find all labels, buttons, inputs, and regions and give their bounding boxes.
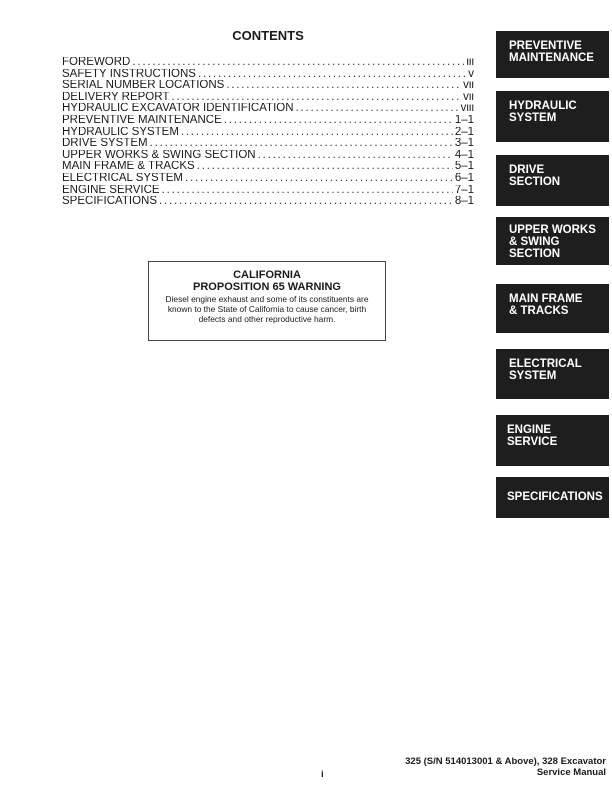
toc-leader-dots <box>162 185 453 197</box>
toc-entry-label: SAFETY INSTRUCTIONS <box>62 68 196 80</box>
toc-entry-electrical-system[interactable] <box>62 173 474 185</box>
toc-entry-hydraulic-system[interactable] <box>62 127 474 139</box>
toc-leader-dots <box>171 92 461 104</box>
toc-leader-dots <box>226 80 461 92</box>
footer-title-line1: 325 (S/N 514013001 & Above), 328 Excavator <box>405 756 606 767</box>
prop65-warning-box <box>148 261 386 341</box>
toc-entry-preventive-maintenance[interactable] <box>62 115 474 127</box>
toc-leader-dots <box>197 161 453 173</box>
toc-entry-page: 2–1 <box>454 126 474 138</box>
toc-entry-page: 3–1 <box>454 138 474 150</box>
toc-entry-label: SPECIFICATIONS <box>62 196 157 208</box>
toc-leader-dots <box>296 103 459 115</box>
toc-entry-page: viii <box>460 103 474 115</box>
tab-label: MAIN FRAME & TRACKS <box>509 293 583 317</box>
toc-leader-dots <box>198 69 466 81</box>
table-of-contents <box>62 57 474 208</box>
toc-leader-dots <box>185 173 453 185</box>
tab-drive-section[interactable] <box>496 155 612 206</box>
toc-leader-dots <box>150 138 453 150</box>
toc-entry-foreword[interactable] <box>62 57 474 69</box>
tab-label: HYDRAULIC SYSTEM <box>509 100 577 124</box>
warning-title-line1: CALIFORNIA <box>233 269 301 281</box>
tab-label: DRIVE SECTION <box>509 164 561 188</box>
toc-leader-dots <box>181 127 453 139</box>
contents-title: CONTENTS <box>232 28 304 43</box>
toc-entry-page: 7–1 <box>454 184 474 196</box>
warning-text: Diesel engine exhaust and some of its constituents are known to the State of California to cause cancer, birth defects and other reproductive harm. <box>165 294 369 324</box>
toc-entry-page: v <box>468 68 474 80</box>
toc-entry-safety-instructions[interactable] <box>62 69 474 81</box>
toc-entry-label: MAIN FRAME & TRACKS <box>62 161 195 173</box>
tab-label: ENGINE SERVICE <box>507 424 558 448</box>
toc-entry-drive-system[interactable] <box>62 138 474 150</box>
tab-electrical-system[interactable] <box>496 349 612 399</box>
toc-entry-engine-service[interactable] <box>62 185 474 197</box>
toc-entry-delivery-report[interactable] <box>62 92 474 104</box>
toc-entry-label: SERIAL NUMBER LOCATIONS <box>62 80 225 92</box>
toc-entry-page: vii <box>463 80 474 92</box>
toc-entry-page: iii <box>466 57 474 68</box>
page-number: i <box>321 769 324 780</box>
toc-leader-dots <box>258 150 453 162</box>
toc-entry-page: 1–1 <box>454 114 474 126</box>
tab-upper-works-swing[interactable] <box>496 217 612 265</box>
toc-entry-label: DRIVE SYSTEM <box>62 138 148 150</box>
toc-entry-excavator-identification[interactable] <box>62 103 474 115</box>
toc-entry-label: PREVENTIVE MAINTENANCE <box>62 114 222 126</box>
toc-entry-label: HYDRAULIC SYSTEM <box>62 126 179 138</box>
tab-preventive-maintenance[interactable] <box>496 31 612 78</box>
tab-hydraulic-system[interactable] <box>496 91 612 142</box>
tab-engine-service[interactable] <box>496 415 612 466</box>
toc-entry-page: 5–1 <box>454 161 474 173</box>
toc-entry-label: DELIVERY REPORT <box>62 91 170 103</box>
toc-leader-dots <box>224 115 453 127</box>
toc-entry-label: HYDRAULIC EXCAVATOR IDENTIFICATION <box>62 103 294 115</box>
toc-leader-dots <box>132 57 464 69</box>
toc-entry-label: ENGINE SERVICE <box>62 184 160 196</box>
tab-label: UPPER WORKS & SWING SECTION <box>509 224 596 260</box>
tab-main-frame-tracks[interactable] <box>496 284 612 333</box>
toc-entry-label: UPPER WORKS & SWING SECTION <box>62 149 256 161</box>
footer-title-line2: Service Manual <box>536 766 606 778</box>
toc-entry-page: vii <box>463 91 474 103</box>
footer-manual-title <box>405 757 606 778</box>
toc-entry-label: FOREWORD <box>62 57 131 68</box>
tab-label: ELECTRICAL SYSTEM <box>509 358 582 382</box>
toc-entry-page: 4–1 <box>454 149 474 161</box>
tab-specifications[interactable] <box>496 477 612 518</box>
toc-entry-page: 8–1 <box>454 196 474 208</box>
warning-title-line2: PROPOSITION 65 WARNING <box>193 281 341 293</box>
toc-entry-page: 6–1 <box>454 172 474 184</box>
toc-entry-upper-works[interactable] <box>62 150 474 162</box>
toc-leader-dots <box>159 196 453 208</box>
tab-label: SPECIFICATIONS <box>507 491 603 503</box>
toc-entry-main-frame[interactable] <box>62 161 474 173</box>
tab-label: PREVENTIVE MAINTENANCE <box>509 40 594 64</box>
toc-entry-specifications[interactable] <box>62 196 474 208</box>
toc-entry-label: ELECTRICAL SYSTEM <box>62 172 183 184</box>
toc-entry-serial-number-locations[interactable] <box>62 80 474 92</box>
